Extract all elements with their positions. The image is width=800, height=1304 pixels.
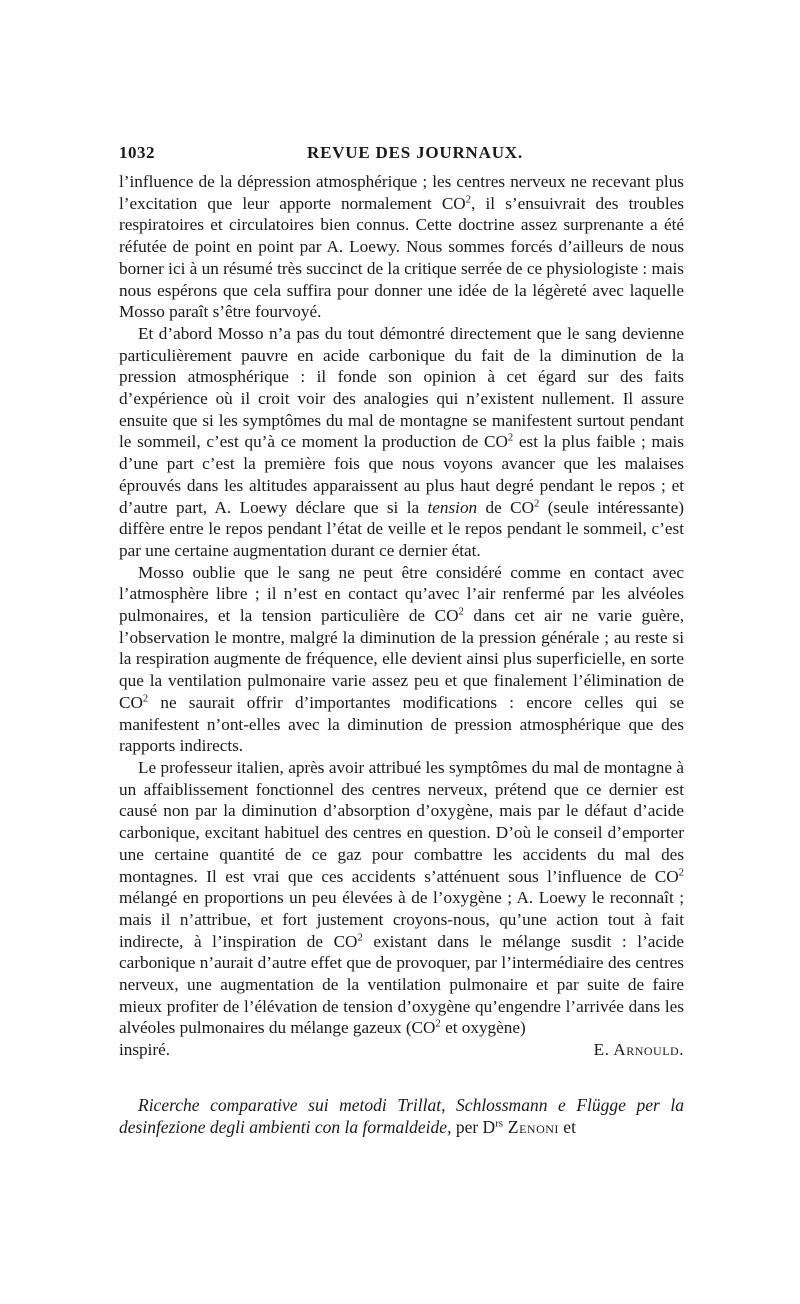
paragraph-1	[119, 171, 684, 323]
superscript: 2	[534, 498, 540, 510]
text-segment: dans cet air ne varie guère, l’observation le montre, malgré la diminution de la pression générale ; au reste si la respiration augmente de fréquence, elle devient ainsi plus superficielle, en sorte que la ventilation pulmonaire varie assez peu et que finalement l’élimination de CO	[119, 606, 684, 712]
superscript: 2	[142, 693, 149, 705]
next-article-heading	[119, 1094, 684, 1138]
text-segment: est la plus faible ; mais d’une part c’est la première fois que nous voyons avancer que les malaises éprouvés dans les altitudes apparaissent au plus haut degré pendant le repos ; et d’autre part, A. Loewy déclare que si la	[119, 432, 684, 517]
journal-section-title: REVUE DES JOURNAUX.	[307, 143, 523, 162]
italic-term: tension	[427, 497, 478, 517]
superscript: 2	[435, 1019, 441, 1031]
text-segment: Le professeur italien, après avoir attribué les symptômes du mal de montagne à un affaiblissement fonctionnel des centres nerveux, prétend que ce dernier est causé non par la diminution d’absorption d’oxygène, mais par le défaut d’acide carbonique, excitant habituel des centres en question. D’où le conseil d’emporter une certaine quantité de ce gaz pour combattre les accidents du mal des montagnes. Il est vrai que ces accidents s’atténuent sous l’influence de CO	[119, 757, 684, 886]
superscript: 2	[678, 867, 684, 879]
running-head	[119, 143, 684, 171]
superscript: 2	[507, 433, 514, 445]
text-segment: existant dans le mélange susdit : l’acide carbonique n’aurait d’autre effet que de provoquer, par l’intermédiaire des centres nerveux, une augmentation de la ventilation pulmonaire et par suite de faire mieux profiter de l’élévation de tension d’oxygène qu’engendre l’arrivée dans les alvéoles pulmonaires du mélange gazeux (CO	[119, 931, 684, 1038]
article-body	[119, 171, 684, 1061]
text-segment: ne saurait offrir d’importantes modifications : encore celles qui se manifestent n’ont-elles avec la diminution de pression atmosphérique que des rapports indirects.	[119, 692, 684, 756]
page	[119, 143, 684, 1155]
superscript: 2	[465, 194, 472, 206]
next-article-title: Ricerche comparative sui metodi Trillat, Schlossmann e Flügge per la desinfezione degli ambienti con la formaldeide,	[119, 1094, 684, 1137]
page-number: 1032	[119, 143, 155, 162]
text-segment: Et d’abord Mosso n’a pas du tout démontré directement que le sang devienne particulièrement pauvre en acide carbonique du fait de la diminution de la pression atmosphérique : il fonde son opinion à cet égard sur des faits d’expérience où il croit voir des analogies qui n’existent nullement. Il assure ensuite que si les symptômes du mal de montagne se manifestent surtout pendant le sommeil, c’est qu’à ce moment la production de CO	[119, 323, 684, 452]
paragraph-2	[119, 323, 684, 562]
text-segment: et oxygène)	[440, 1018, 526, 1038]
paragraph-3	[119, 562, 684, 757]
next-article-tail: et	[558, 1116, 576, 1137]
next-article-author: Zenoni	[503, 1116, 559, 1137]
superscript: 2	[357, 932, 363, 944]
superscript: 2	[458, 606, 464, 618]
text-segment: (seule intéressante) diffère entre le repos pendant l’état de veille et le repos pendant le sommeil, c’est par une certaine augmentation durant ce dernier état.	[119, 497, 684, 560]
text-segment: l’influence de la dépression atmosphérique ; les centres nerveux ne recevant plus l’excitation que leur apporte normalement CO	[119, 172, 684, 213]
closing-word: inspiré.	[119, 1040, 171, 1060]
author-signature: E. Arnould.	[593, 1040, 684, 1060]
next-article-by-sup: rs	[495, 1117, 504, 1130]
next-article-by: per D	[451, 1116, 496, 1137]
text-segment: mélangé en proportions un peu élevées à de l’oxygène ; A. Loewy le reconnaît ; mais il n’attribue, et fort justement croyons-nous, qu’une action tout à fait indirecte, à l’inspiration de CO	[119, 888, 684, 951]
text-segment: de CO	[477, 497, 534, 517]
closing-line	[119, 1039, 684, 1061]
text-segment: , il s’ensuivrait des troubles respiratoires et circulatoires bien connus. Cette doctrine assez surprenante a été réfutée de point en point par A. Loewy. Nous sommes forcés d’ailleurs de nous borner ici à un résumé très succinct de la critique serrée de ce physiologiste : mais nous espérons que cela suffira pour donner une idée de la légèreté avec laquelle Mosso paraît s’être fourvoyé.	[119, 193, 684, 322]
paragraph-4	[119, 757, 684, 1039]
text-segment: Mosso oublie que le sang ne peut être considéré comme en contact avec l’atmosphère libre ; il n’est en contact qu’avec l’air renfermé par les alvéoles pulmonaires, et la tension particulière de CO	[119, 562, 684, 626]
